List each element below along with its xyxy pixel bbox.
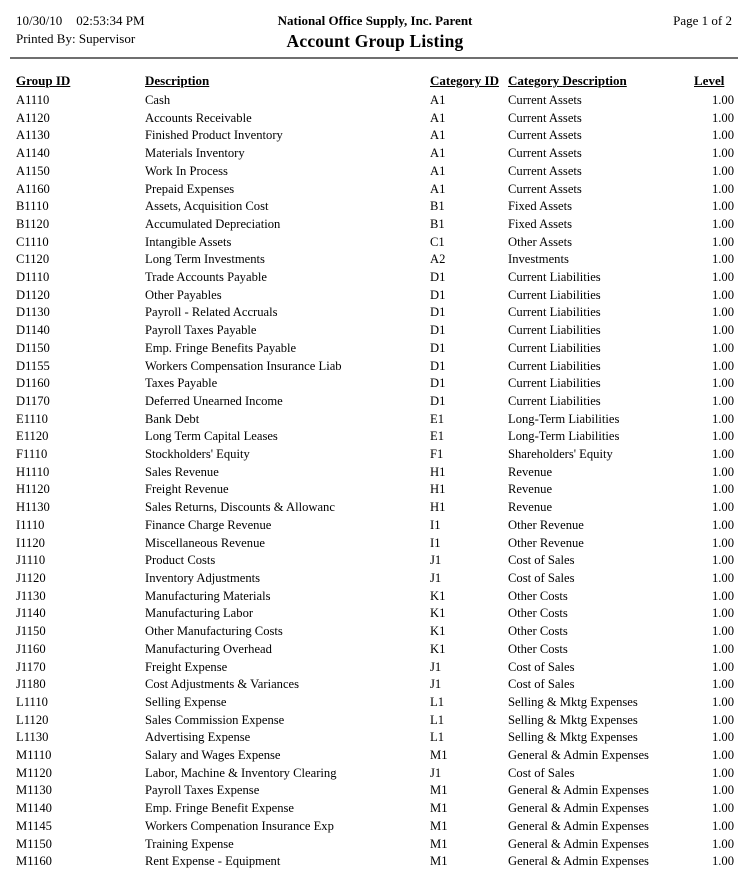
cell-description: Finance Charge Revenue (145, 517, 272, 532)
table-head (16, 73, 734, 92)
cell-category-description: Cost of Sales (508, 659, 575, 674)
cell-description: Freight Expense (145, 659, 228, 674)
cell-level: 1.00 (711, 606, 734, 621)
cell-level: 1.00 (711, 393, 734, 408)
cell-category-id: I1 (430, 535, 441, 550)
cell-category-id: K1 (430, 624, 446, 639)
table-row (16, 659, 734, 677)
cell-category-description: Long-Term Liabilities (508, 429, 620, 444)
cell-level: 1.00 (711, 570, 734, 585)
table-row (16, 729, 734, 747)
cell-group-id: M1120 (16, 765, 52, 780)
printed-by (16, 30, 231, 48)
cell-description: Work In Process (145, 163, 228, 178)
cell-category-id: H1 (430, 482, 446, 497)
cell-group-id: A1150 (16, 163, 50, 178)
cell-category-id: D1 (430, 305, 446, 320)
table-row (16, 800, 734, 818)
cell-level: 1.00 (711, 765, 734, 780)
printed-by-label: Printed By: (16, 31, 76, 46)
cell-category-description: Selling & Mktg Expenses (508, 712, 638, 727)
cell-description: Freight Revenue (145, 482, 229, 497)
cell-level: 1.00 (711, 694, 734, 709)
cell-category-description: Fixed Assets (508, 199, 573, 214)
cell-category-description: Selling & Mktg Expenses (508, 730, 638, 745)
cell-description: Labor, Machine & Inventory Clearing (145, 765, 337, 780)
cell-level: 1.00 (711, 252, 734, 267)
cell-level: 1.00 (711, 216, 734, 231)
cell-category-description: Revenue (508, 482, 553, 497)
cell-description: Prepaid Expenses (145, 181, 235, 196)
table-row (16, 446, 734, 464)
cell-description: Sales Revenue (145, 464, 219, 479)
cell-group-id: L1120 (16, 712, 49, 727)
cell-category-description: Revenue (508, 464, 553, 479)
cell-description: Trade Accounts Payable (145, 270, 267, 285)
cell-category-id: M1 (430, 748, 448, 763)
cell-level: 1.00 (711, 748, 734, 763)
cell-group-id: H1110 (16, 464, 50, 479)
cell-description: Other Manufacturing Costs (145, 624, 283, 639)
print-time: 02:53:34 PM (76, 13, 145, 28)
cell-group-id: A1140 (16, 146, 50, 161)
cell-category-description: General & Admin Expenses (508, 748, 649, 763)
header-center-block (231, 12, 519, 52)
cell-category-id: D1 (430, 323, 446, 338)
cell-level: 1.00 (711, 270, 734, 285)
cell-category-description: Current Liabilities (508, 305, 601, 320)
report-title: Account Group Listing (286, 31, 464, 51)
cell-category-description: Current Assets (508, 163, 582, 178)
cell-description: Salary and Wages Expense (145, 748, 281, 763)
cell-level: 1.00 (711, 535, 734, 550)
cell-category-id: M1 (430, 783, 448, 798)
cell-category-id: J1 (430, 553, 442, 568)
cell-description: Cost Adjustments & Variances (145, 677, 300, 692)
cell-category-id: D1 (430, 270, 446, 285)
cell-group-id: D1170 (16, 393, 50, 408)
cell-category-description: Cost of Sales (508, 570, 575, 585)
table-row (16, 216, 734, 234)
cell-group-id: E1120 (16, 429, 49, 444)
cell-category-id: J1 (430, 570, 442, 585)
cell-category-description: Fixed Assets (508, 216, 573, 231)
cell-description: Manufacturing Labor (145, 606, 254, 621)
cell-level: 1.00 (711, 199, 734, 214)
print-date: 10/30/10 (16, 13, 63, 28)
cell-category-id: K1 (430, 588, 446, 603)
cell-group-id: M1160 (16, 854, 52, 869)
cell-description: Payroll Taxes Payable (145, 323, 257, 338)
cell-level: 1.00 (711, 588, 734, 603)
cell-group-id: J1180 (16, 677, 46, 692)
cell-description: Cash (145, 93, 171, 107)
cell-category-id: F1 (430, 447, 444, 462)
table-row (16, 552, 734, 570)
print-datetime (16, 12, 231, 30)
cell-category-id: D1 (430, 287, 446, 302)
cell-group-id: C1120 (16, 252, 50, 267)
cell-category-description: Other Revenue (508, 535, 584, 550)
cell-category-id: K1 (430, 641, 446, 656)
cell-category-id: A2 (430, 252, 446, 267)
table-row (16, 340, 734, 358)
cell-description: Accumulated Depreciation (145, 216, 281, 231)
cell-level: 1.00 (711, 376, 734, 391)
cell-level: 1.00 (711, 836, 734, 851)
cell-level: 1.00 (711, 553, 734, 568)
cell-category-id: D1 (430, 393, 446, 408)
table-row (16, 588, 734, 606)
cell-group-id: D1140 (16, 323, 50, 338)
cell-category-description: Current Assets (508, 181, 582, 196)
table-row (16, 499, 734, 517)
cell-category-description: Other Costs (508, 606, 568, 621)
table-row (16, 428, 734, 446)
table-row (16, 375, 734, 393)
cell-category-id: A1 (430, 163, 446, 178)
cell-level: 1.00 (711, 624, 734, 639)
cell-description: Manufacturing Overhead (145, 641, 272, 656)
cell-description: Intangible Assets (145, 234, 232, 249)
cell-category-description: Current Assets (508, 146, 582, 161)
cell-category-id: B1 (430, 199, 445, 214)
cell-group-id: A1110 (16, 93, 50, 107)
cell-level: 1.00 (711, 801, 734, 816)
table-row (16, 765, 734, 783)
header-divider (10, 57, 738, 59)
cell-category-id: A1 (430, 181, 446, 196)
cell-category-description: Current Liabilities (508, 270, 601, 285)
cell-level: 1.00 (711, 305, 734, 320)
table-row (16, 712, 734, 730)
cell-group-id: J1140 (16, 606, 46, 621)
cell-category-id: L1 (430, 712, 444, 727)
cell-level: 1.00 (711, 818, 734, 833)
cell-description: Finished Product Inventory (145, 128, 283, 143)
cell-level: 1.00 (711, 447, 734, 462)
cell-group-id: L1130 (16, 730, 49, 745)
cell-description: Sales Commission Expense (145, 712, 285, 727)
table-row (16, 641, 734, 659)
cell-category-description: Current Liabilities (508, 287, 601, 302)
cell-level: 1.00 (711, 181, 734, 196)
cell-group-id: J1160 (16, 641, 46, 656)
table-row (16, 393, 734, 411)
table-header-row (16, 73, 734, 92)
cell-group-id: D1110 (16, 270, 50, 285)
cell-category-description: Current Liabilities (508, 358, 601, 373)
cell-category-id: L1 (430, 730, 444, 745)
cell-level: 1.00 (711, 358, 734, 373)
table-row (16, 464, 734, 482)
cell-description: Product Costs (145, 553, 216, 568)
cell-level: 1.00 (711, 730, 734, 745)
cell-group-id: I1110 (16, 517, 45, 532)
table-row (16, 251, 734, 269)
cell-category-id: D1 (430, 340, 446, 355)
cell-category-id: D1 (430, 376, 446, 391)
cell-level: 1.00 (711, 677, 734, 692)
cell-category-id: M1 (430, 836, 448, 851)
cell-group-id: J1170 (16, 659, 46, 674)
cell-category-id: B1 (430, 216, 445, 231)
cell-description: Emp. Fringe Benefit Expense (145, 801, 294, 816)
cell-category-description: Shareholders' Equity (508, 447, 613, 462)
report-header (16, 12, 734, 52)
cell-category-description: Current Liabilities (508, 323, 601, 338)
cell-description: Taxes Payable (145, 376, 218, 391)
cell-level: 1.00 (711, 482, 734, 497)
cell-category-id: J1 (430, 765, 442, 780)
cell-description: Sales Returns, Discounts & Allowanc (145, 500, 335, 515)
cell-category-description: Other Revenue (508, 517, 584, 532)
cell-description: Assets, Acquisition Cost (145, 199, 269, 214)
cell-description: Workers Compensation Insurance Liab (145, 358, 342, 373)
cell-category-id: C1 (430, 234, 445, 249)
table-row (16, 198, 734, 216)
table-row (16, 322, 734, 340)
cell-level: 1.00 (711, 128, 734, 143)
cell-category-id: E1 (430, 429, 444, 444)
cell-description: Materials Inventory (145, 146, 245, 161)
cell-group-id: D1155 (16, 358, 50, 373)
table-row (16, 234, 734, 252)
cell-group-id: A1120 (16, 110, 50, 125)
cell-level: 1.00 (711, 110, 734, 125)
table-row (16, 605, 734, 623)
table-row (16, 570, 734, 588)
header-left-block (16, 12, 231, 48)
cell-category-id: I1 (430, 517, 441, 532)
table-row (16, 287, 734, 305)
cell-description: Rent Expense - Equipment (145, 854, 281, 869)
cell-category-description: Other Costs (508, 641, 568, 656)
cell-group-id: M1130 (16, 783, 52, 798)
col-header-level: Level (694, 73, 725, 88)
cell-group-id: H1120 (16, 482, 50, 497)
cell-category-description: Current Assets (508, 93, 582, 107)
cell-category-description: Current Liabilities (508, 340, 601, 355)
cell-level: 1.00 (711, 500, 734, 515)
cell-category-id: E1 (430, 411, 444, 426)
table-body (16, 92, 734, 871)
cell-category-description: Current Liabilities (508, 393, 601, 408)
cell-category-description: Current Liabilities (508, 376, 601, 391)
cell-category-id: A1 (430, 128, 446, 143)
cell-group-id: I1120 (16, 535, 45, 550)
table-row (16, 127, 734, 145)
cell-description: Long Term Capital Leases (145, 429, 278, 444)
cell-group-id: J1110 (16, 553, 46, 568)
cell-description: Inventory Adjustments (145, 570, 261, 585)
table-row (16, 517, 734, 535)
cell-category-id: A1 (430, 93, 446, 107)
cell-group-id: H1130 (16, 500, 50, 515)
table-row (16, 481, 734, 499)
cell-category-id: D1 (430, 358, 446, 373)
cell-description: Deferred Unearned Income (145, 393, 283, 408)
cell-group-id: A1160 (16, 181, 50, 196)
cell-group-id: M1150 (16, 836, 52, 851)
cell-description: Long Term Investments (145, 252, 265, 267)
cell-category-id: J1 (430, 677, 442, 692)
cell-group-id: L1110 (16, 694, 48, 709)
cell-level: 1.00 (711, 641, 734, 656)
table-row (16, 818, 734, 836)
cell-category-id: A1 (430, 146, 446, 161)
table-row (16, 676, 734, 694)
table-row (16, 181, 734, 199)
cell-category-description: Cost of Sales (508, 765, 575, 780)
cell-level: 1.00 (711, 854, 734, 869)
table-row (16, 145, 734, 163)
cell-category-description: Revenue (508, 500, 553, 515)
cell-level: 1.00 (711, 429, 734, 444)
cell-level: 1.00 (711, 93, 734, 107)
cell-category-id: M1 (430, 801, 448, 816)
cell-level: 1.00 (711, 659, 734, 674)
cell-level: 1.00 (711, 411, 734, 426)
col-header-category-description: Category Description (508, 73, 627, 88)
cell-group-id: D1130 (16, 305, 50, 320)
cell-level: 1.00 (711, 340, 734, 355)
table-row (16, 92, 734, 110)
cell-description: Other Payables (145, 287, 222, 302)
cell-description: Accounts Receivable (145, 110, 252, 125)
table-row (16, 623, 734, 641)
cell-category-description: Other Costs (508, 624, 568, 639)
cell-category-id: L1 (430, 694, 444, 709)
cell-group-id: M1140 (16, 801, 52, 816)
cell-description: Stockholders' Equity (145, 447, 250, 462)
cell-level: 1.00 (711, 517, 734, 532)
table-row (16, 782, 734, 800)
cell-group-id: D1120 (16, 287, 50, 302)
company-name: National Office Supply, Inc. Parent (277, 13, 473, 28)
cell-level: 1.00 (711, 323, 734, 338)
cell-description: Payroll - Related Accruals (145, 305, 278, 320)
table-row (16, 836, 734, 854)
cell-group-id: J1150 (16, 624, 46, 639)
table-row (16, 411, 734, 429)
cell-description: Emp. Fringe Benefits Payable (145, 340, 297, 355)
cell-category-description: Other Costs (508, 588, 568, 603)
cell-category-description: General & Admin Expenses (508, 801, 649, 816)
cell-category-description: General & Admin Expenses (508, 783, 649, 798)
cell-description: Training Expense (145, 836, 234, 851)
cell-level: 1.00 (711, 287, 734, 302)
cell-level: 1.00 (711, 234, 734, 249)
table-row (16, 163, 734, 181)
cell-category-description: Investments (508, 252, 569, 267)
cell-category-id: J1 (430, 659, 442, 674)
cell-category-description: Current Assets (508, 110, 582, 125)
table-row (16, 535, 734, 553)
cell-description: Payroll Taxes Expense (145, 783, 260, 798)
cell-level: 1.00 (711, 783, 734, 798)
table-row (16, 269, 734, 287)
cell-group-id: C1110 (16, 234, 49, 249)
cell-category-id: A1 (430, 110, 446, 125)
cell-group-id: M1110 (16, 748, 52, 763)
cell-category-description: Cost of Sales (508, 677, 575, 692)
cell-category-description: Cost of Sales (508, 553, 575, 568)
cell-level: 1.00 (711, 712, 734, 727)
cell-group-id: J1130 (16, 588, 46, 603)
cell-description: Advertising Expense (145, 730, 251, 745)
cell-group-id: E1110 (16, 411, 48, 426)
table-row (16, 853, 734, 871)
cell-level: 1.00 (711, 464, 734, 479)
col-header-description: Description (145, 73, 210, 88)
col-header-category-id: Category ID (430, 73, 499, 88)
cell-description: Miscellaneous Revenue (145, 535, 265, 550)
col-header-group-id: Group ID (16, 73, 71, 88)
cell-category-id: M1 (430, 854, 448, 869)
cell-category-description: General & Admin Expenses (508, 854, 649, 869)
cell-level: 1.00 (711, 146, 734, 161)
page-number: Page 1 of 2 (673, 13, 732, 28)
cell-category-description: Long-Term Liabilities (508, 411, 620, 426)
account-group-table (16, 73, 734, 871)
cell-category-id: H1 (430, 464, 446, 479)
cell-description: Bank Debt (145, 411, 200, 426)
cell-category-description: Other Assets (508, 234, 573, 249)
cell-category-id: M1 (430, 818, 448, 833)
cell-category-description: Current Assets (508, 128, 582, 143)
cell-group-id: J1120 (16, 570, 46, 585)
cell-category-id: K1 (430, 606, 446, 621)
cell-description: Workers Compenation Insurance Exp (145, 818, 334, 833)
cell-level: 1.00 (711, 163, 734, 178)
cell-description: Manufacturing Materials (145, 588, 271, 603)
table-row (16, 110, 734, 128)
cell-group-id: A1130 (16, 128, 50, 143)
cell-group-id: D1150 (16, 340, 50, 355)
cell-category-description: General & Admin Expenses (508, 818, 649, 833)
cell-group-id: B1110 (16, 199, 49, 214)
table-row (16, 747, 734, 765)
cell-category-description: Selling & Mktg Expenses (508, 694, 638, 709)
table-row (16, 694, 734, 712)
table-row (16, 304, 734, 322)
cell-group-id: D1160 (16, 376, 50, 391)
cell-category-id: H1 (430, 500, 446, 515)
cell-group-id: B1120 (16, 216, 50, 231)
cell-group-id: F1110 (16, 447, 48, 462)
cell-description: Selling Expense (145, 694, 227, 709)
cell-category-description: General & Admin Expenses (508, 836, 649, 851)
table-row (16, 358, 734, 376)
cell-group-id: M1145 (16, 818, 52, 833)
printed-by-value: Supervisor (78, 31, 136, 46)
